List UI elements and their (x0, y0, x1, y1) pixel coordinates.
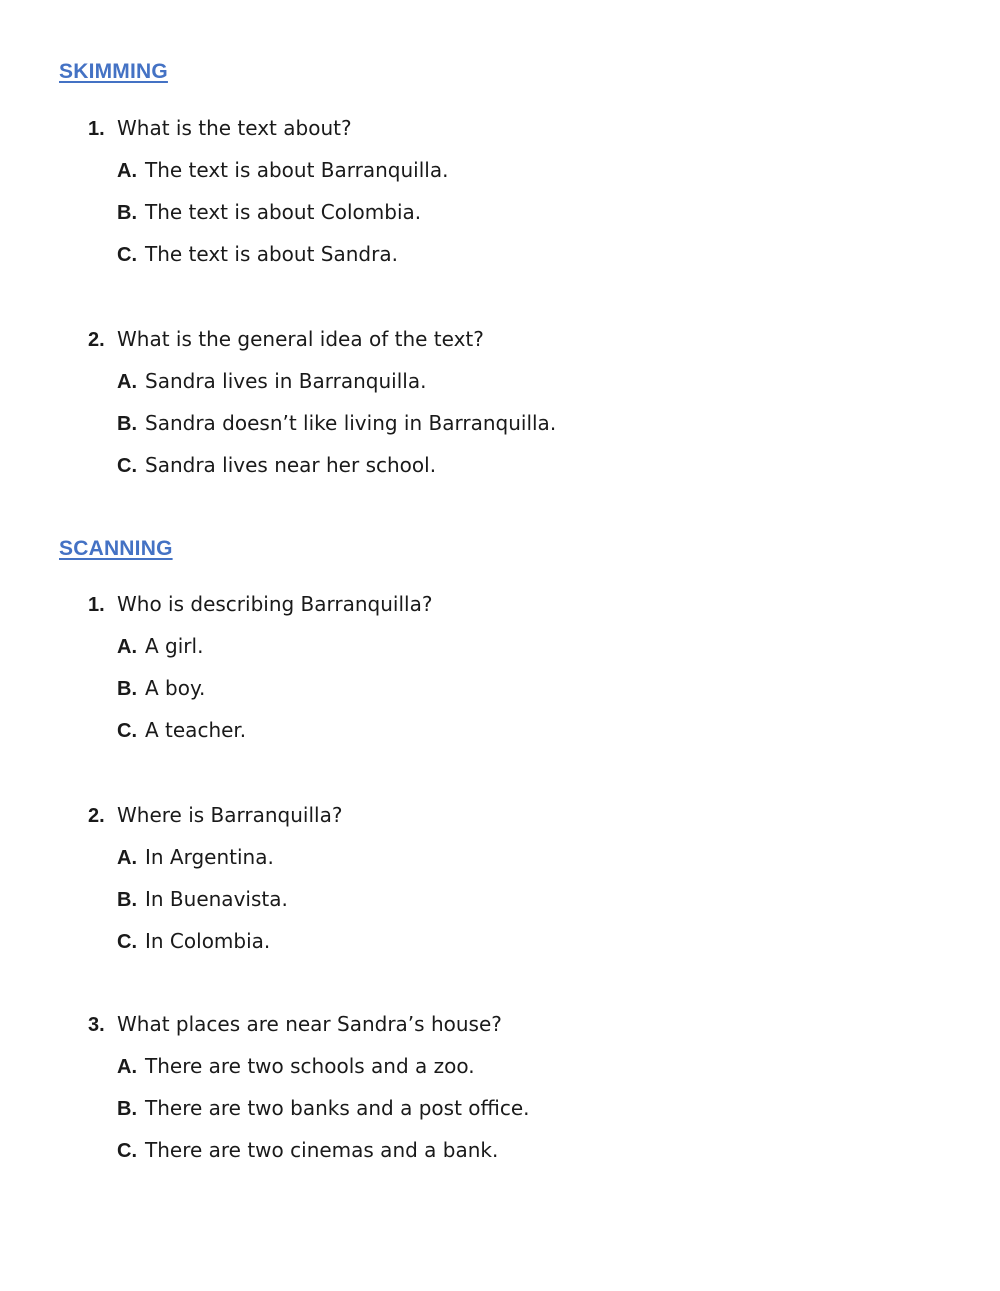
option-text: In Buenavista. (145, 887, 288, 911)
options-list (117, 842, 968, 956)
skimming-heading: SKIMMING (59, 60, 168, 83)
option-b[interactable] (117, 673, 968, 703)
option-text: There are two schools and a zoo. (145, 1054, 475, 1078)
question-number: 1. (88, 594, 105, 616)
option-text: In Colombia. (145, 929, 271, 953)
option-text: Sandra doesn’t like living in Barranquilla. (145, 411, 557, 435)
option-b[interactable] (117, 408, 968, 438)
question-line (88, 589, 968, 619)
options-list (117, 155, 968, 269)
question-number: 2. (88, 805, 105, 827)
option-letter: B. (117, 1098, 137, 1120)
option-text: Sandra lives near her school. (145, 453, 437, 477)
question-text: What is the text about? (117, 116, 352, 140)
option-letter: A. (117, 160, 137, 182)
option-text: A girl. (145, 634, 204, 658)
option-letter: B. (117, 889, 137, 911)
question-number: 2. (88, 329, 105, 351)
skimming-question-2 (88, 324, 968, 492)
option-a[interactable] (117, 155, 968, 185)
option-letter: B. (117, 202, 137, 224)
option-letter: A. (117, 636, 137, 658)
question-line (88, 113, 968, 143)
option-b[interactable] (117, 197, 968, 227)
skimming-question-1 (88, 113, 968, 281)
option-a[interactable] (117, 1051, 968, 1081)
option-text: The text is about Sandra. (145, 242, 398, 266)
question-text: What places are near Sandra’s house? (117, 1012, 502, 1036)
option-a[interactable] (117, 631, 968, 661)
option-text: The text is about Colombia. (145, 200, 422, 224)
option-c[interactable] (117, 715, 968, 745)
scanning-heading: SCANNING (59, 537, 173, 560)
scanning-question-2 (88, 800, 968, 968)
option-b[interactable] (117, 1093, 968, 1123)
option-letter: C. (117, 1140, 137, 1162)
option-letter: A. (117, 847, 137, 869)
option-letter: C. (117, 244, 137, 266)
question-line (88, 324, 968, 354)
options-list (117, 1051, 968, 1165)
option-b[interactable] (117, 884, 968, 914)
question-text: What is the general idea of the text? (117, 327, 484, 351)
options-list (117, 631, 968, 745)
question-text: Where is Barranquilla? (117, 803, 343, 827)
options-list (117, 366, 968, 480)
option-a[interactable] (117, 366, 968, 396)
option-c[interactable] (117, 450, 968, 480)
option-letter: A. (117, 371, 137, 393)
option-c[interactable] (117, 1135, 968, 1165)
question-line (88, 800, 968, 830)
option-letter: B. (117, 678, 137, 700)
option-text: The text is about Barranquilla. (145, 158, 449, 182)
question-text: Who is describing Barranquilla? (117, 592, 433, 616)
option-a[interactable] (117, 842, 968, 872)
option-letter: C. (117, 720, 137, 742)
scanning-question-3 (88, 1009, 968, 1177)
option-letter: C. (117, 455, 137, 477)
option-text: In Argentina. (145, 845, 274, 869)
question-number: 3. (88, 1014, 105, 1036)
option-letter: A. (117, 1056, 137, 1078)
option-text: A teacher. (145, 718, 247, 742)
option-text: There are two banks and a post office. (145, 1096, 530, 1120)
option-letter: C. (117, 931, 137, 953)
question-line (88, 1009, 968, 1039)
option-letter: B. (117, 413, 137, 435)
option-c[interactable] (117, 239, 968, 269)
option-text: A boy. (145, 676, 206, 700)
question-number: 1. (88, 118, 105, 140)
option-text: Sandra lives in Barranquilla. (145, 369, 427, 393)
scanning-question-1 (88, 589, 968, 757)
option-text: There are two cinemas and a bank. (145, 1138, 499, 1162)
option-c[interactable] (117, 926, 968, 956)
